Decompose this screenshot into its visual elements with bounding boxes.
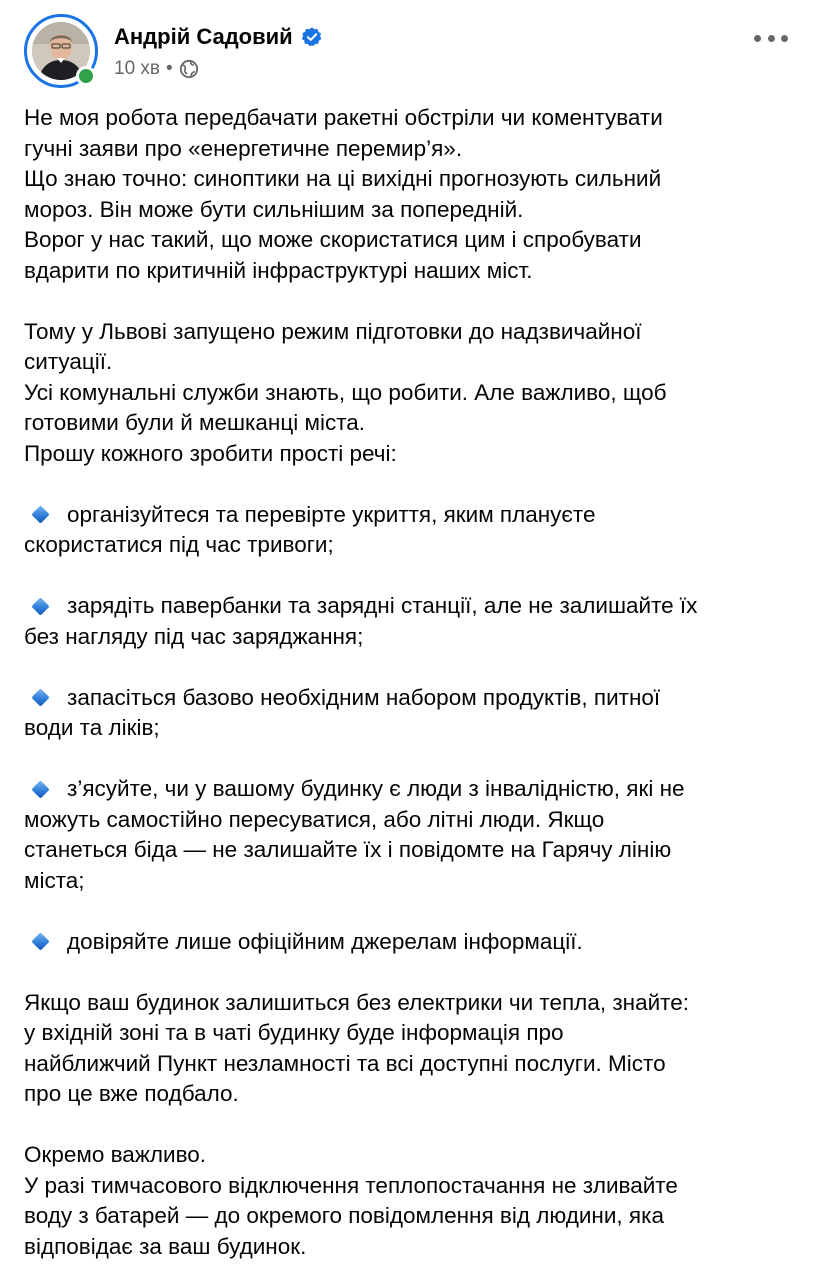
blue-diamond-icon <box>31 932 49 950</box>
post-line: відповідає за ваш будинок. <box>24 1233 307 1259</box>
more-icon-dot <box>781 35 788 42</box>
post-line: Прошу кожного зробити прості речі: <box>24 440 397 466</box>
more-options-button[interactable] <box>754 30 788 46</box>
post-line: Тому у Львові запущено режим підготовки до надзвичайної <box>24 318 642 344</box>
bullet-item <box>24 683 799 744</box>
bullet-text: зарядіть павербанки та зарядні станції, але не залишайте їх <box>67 593 698 618</box>
post-line: Ворог у нас такий, що може скористатися цим і спробувати <box>24 227 642 252</box>
post-line: ситуації. <box>24 349 113 374</box>
post-line: Якщо ваш будинок залишиться без електрики чи тепла, знайте: <box>24 989 689 1015</box>
post-line: Окремо важливо. <box>24 1142 207 1167</box>
bullet-text: можуть самостійно пересуватися, або літні люди. Якщо <box>24 806 605 832</box>
bullet-item <box>24 500 799 561</box>
bullet-text: з’ясуйте, чи у вашому будинку є люди з інвалідністю, які не <box>67 776 685 801</box>
post-line: гучні заяви про «енергетичне перемир’я». <box>24 135 463 161</box>
blue-diamond-icon <box>31 688 49 706</box>
post-line: про це вже подбало. <box>24 1081 239 1106</box>
bullet-item <box>24 591 799 652</box>
author-name[interactable]: Андрій Садовий <box>114 24 293 49</box>
verified-badge-icon <box>301 26 323 48</box>
post-line: найближчий Пункт незламності та всі доступні послуги. Місто <box>24 1050 666 1076</box>
bullet-text: води та ліків; <box>24 715 160 740</box>
author-row <box>114 24 323 50</box>
blue-diamond-icon <box>31 597 49 615</box>
online-status-dot <box>76 66 96 86</box>
post-timestamp[interactable]: 10 хв <box>114 58 161 79</box>
post-line: Усі комунальні служби знають, що робити. Але важливо, щоб <box>24 379 667 405</box>
post-meta <box>114 58 199 80</box>
bullet-text: станеться біда — не залишайте їх і повідомте на Гарячу лінію <box>24 837 672 862</box>
post-line: мороз. Він може бути сильнішим за попередній. <box>24 196 524 222</box>
post-body <box>24 103 799 1262</box>
post-header <box>24 14 794 94</box>
globe-icon[interactable] <box>179 59 199 79</box>
bullet-text: довіряйте лише офіційним джерелам інформації. <box>67 928 583 954</box>
bullet-item <box>24 774 799 896</box>
post-line: воду з батарей — до окремого повідомлення від людини, яка <box>24 1203 664 1228</box>
bullet-text: без нагляду під час заряджання; <box>24 623 364 649</box>
post-line: У разі тимчасового відключення теплопостачання не зливайте <box>24 1172 678 1198</box>
blue-diamond-icon <box>31 505 49 523</box>
blue-diamond-icon <box>31 780 49 798</box>
post-line: готовими були й мешканці міста. <box>24 410 366 435</box>
post-line: Не моя робота передбачати ракетні обстріли чи коментувати <box>24 105 663 130</box>
meta-separator: • <box>166 58 173 79</box>
more-icon-dot <box>754 35 761 42</box>
bullet-item <box>24 927 799 958</box>
bullet-text: скористатися під час тривоги; <box>24 532 334 557</box>
more-icon-dot <box>768 35 775 42</box>
bullet-text: організуйтеся та перевірте укриття, яким плануєте <box>67 501 596 527</box>
post-line: у вхідній зоні та в чаті будинку буде інформація про <box>24 1020 564 1045</box>
bullet-text: міста; <box>24 867 85 893</box>
post-line: Що знаю точно: синоптики на ці вихідні прогнозують сильний <box>24 166 662 191</box>
post-line: вдарити по критичній інфраструктурі наших міст. <box>24 257 533 283</box>
bullet-text: запасіться базово необхідним набором продуктів, питної <box>67 684 661 710</box>
